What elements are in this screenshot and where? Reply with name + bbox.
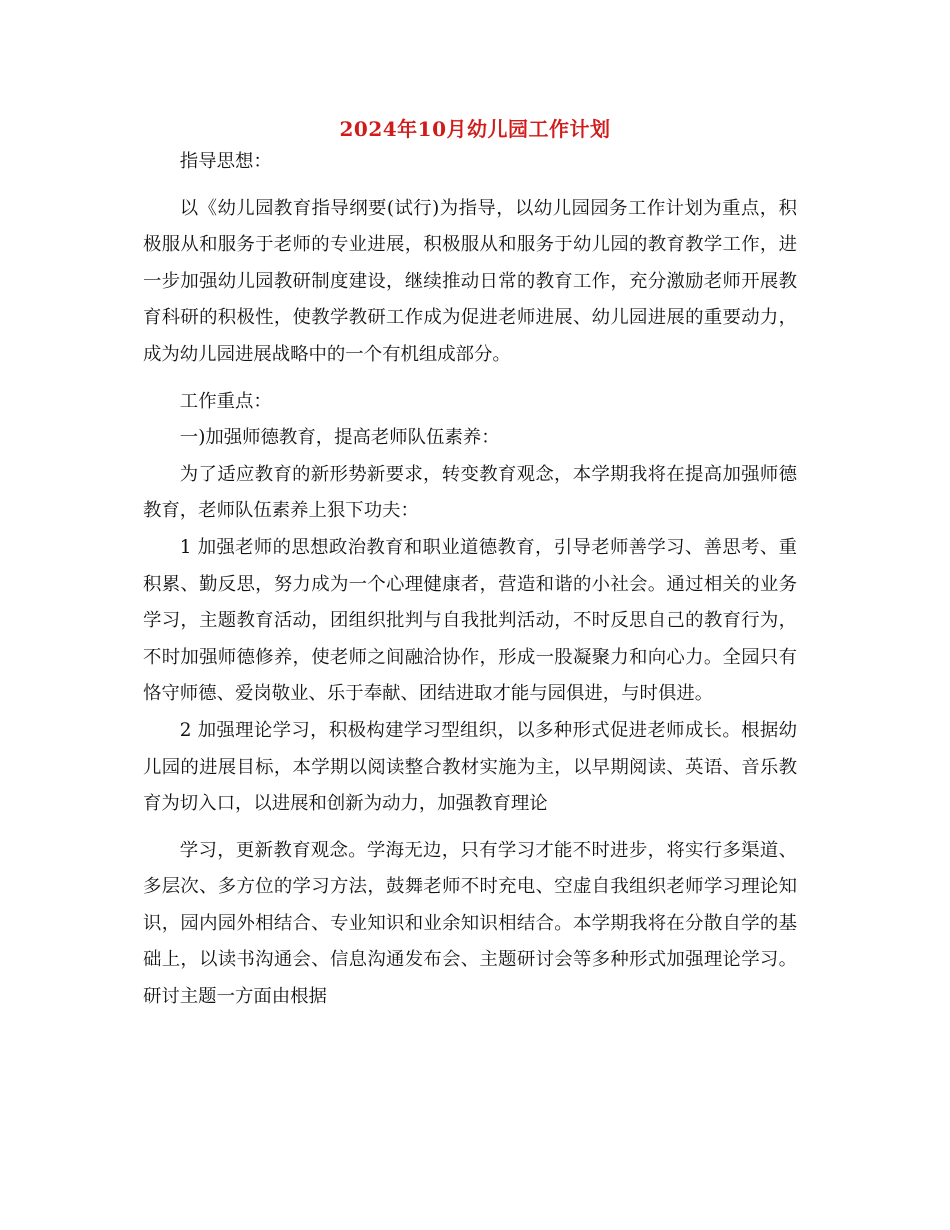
paragraph-focus-heading: 工作重点： [179,390,272,412]
document-title: 2024年10月幼儿园工作计划 [339,117,611,141]
document-body [143,144,797,1016]
paragraph-section-one-heading: 一)加强师德教育，提高老师队伍素养： [179,427,500,449]
paragraph-item-one: 1 加强老师的思想政治教育和职业道德教育，引导老师善学习、善思考、重积累、勤反思，努力成为一个心理健康者，营造和谐的小社会。通过相关的业务学习，主题教育活动，团组织批判与自我批判活动，不时反思自己的教育行为，不时加强师德修养，使老师之间融洽协作，形成一股凝聚力和向心力。全园只有恪守师德、爱岗敬业、乐于奉献、团结进取才能与园俱进，与时俱进。 [143,536,797,705]
paragraph-item-two: 2 加强理论学习，积极构建学习型组织，以多种形式促进老师成长。根据幼儿园的进展目标，本学期以阅读整合教材实施为主，以早期阅读、英语、音乐教育为切入口，以进展和创新为动力，加强教育理论 [143,719,797,815]
paragraph-guiding-content: 以《幼儿园教育指导纲要(试行)为指导，以幼儿园园务工作计划为重点，积极服从和服务于老师的专业进展，积极服从和服务于幼儿园的教育教学工作，进一步加强幼儿园教研制度建设，继续推动日常的教育工作，充分激励老师开展教育科研的积极性，使教学教研工作成为促进老师进展、幼儿园进展的重要动力，成为幼儿园进展战略中的一个有机组成部分。 [143,197,797,365]
paragraph-item-two-continued: 学习，更新教育观念。学海无边，只有学习才能不时进步，将实行多渠道、多层次、多方位的学习方法，鼓舞老师不时充电、空虚自我组织老师学习理论知识，园内园外相结合、专业知识和业余知识相结合。本学期我将在分散自学的基础上，以读书沟通会、信息沟通发布会、主题研讨会等多种形式加强理论学习。研讨主题一方面由根据 [143,839,797,1008]
paragraph-guiding-heading: 指导思想： [179,151,272,172]
paragraph-section-one-intro: 为了适应教育的新形势新要求，转变教育观念，本学期我将在提高加强师德教育，老师队伍素养上狠下功夫： [143,463,797,522]
